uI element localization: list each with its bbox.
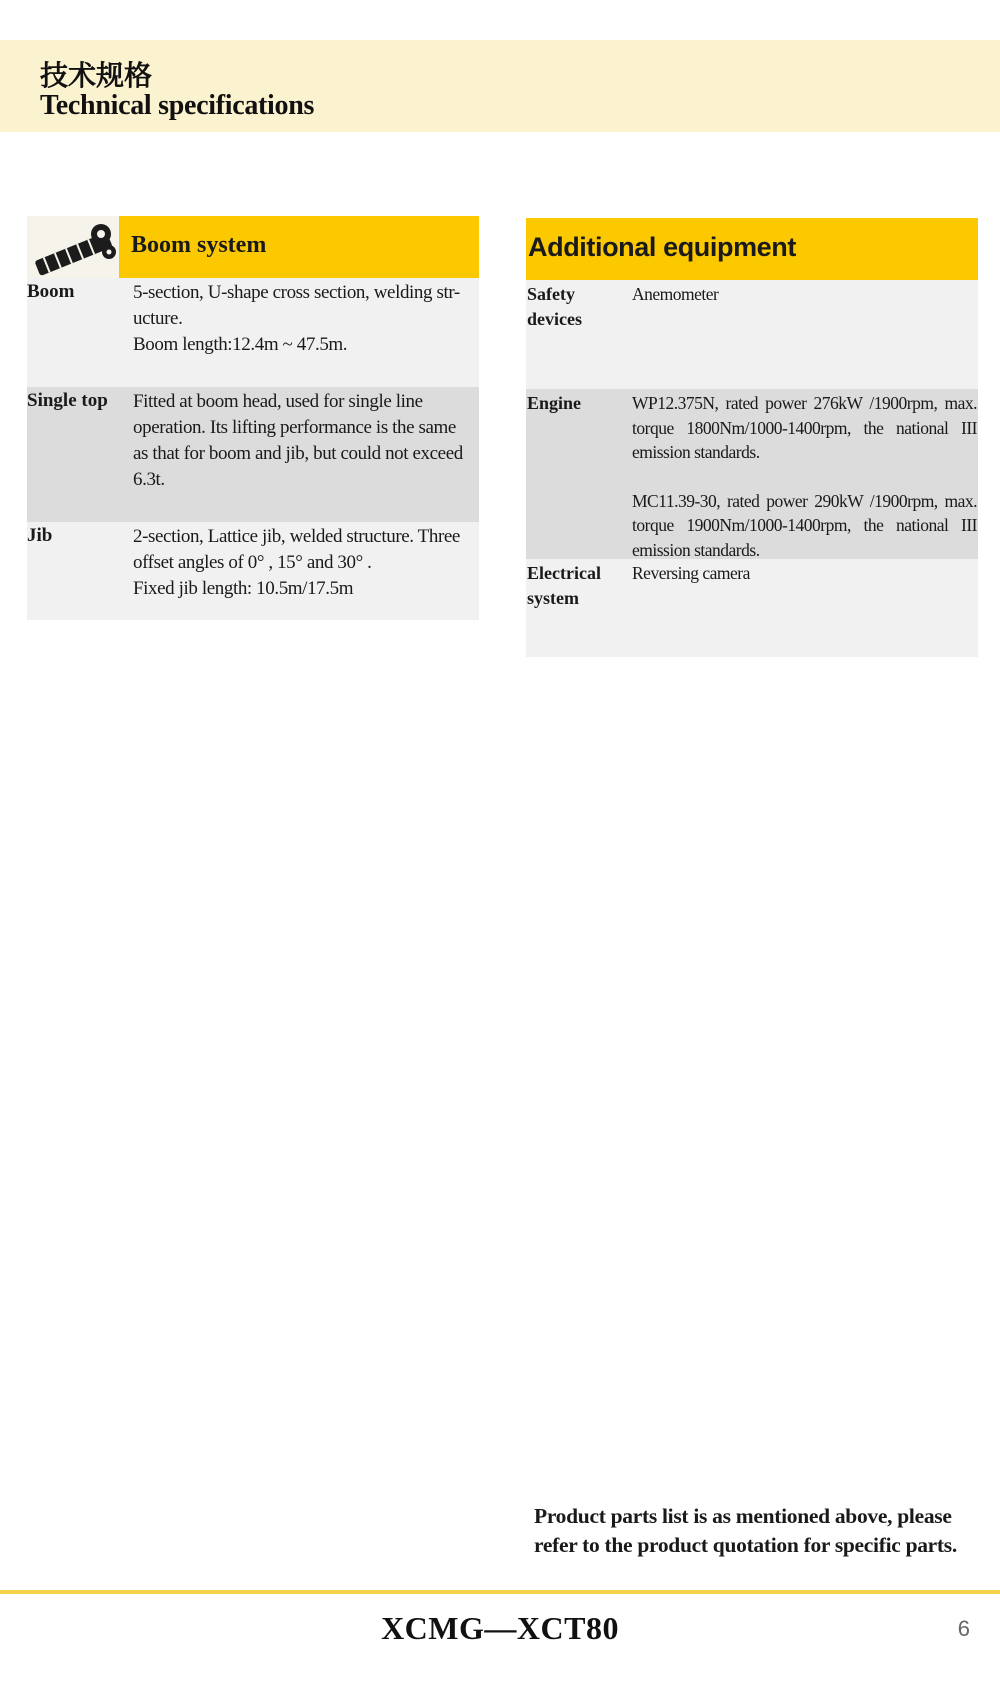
parts-list-note — [534, 1502, 974, 1560]
page-number: 6 — [957, 1616, 970, 1641]
row-value-boom — [133, 280, 477, 358]
value-para: MC11.39-30, rated power 290kW /1900rpm, max. torque 1900Nm/1000-1400rpm, the national III emission standards. — [632, 490, 977, 560]
value-line: operation. Its lifting performance is the same — [133, 417, 456, 438]
additional-equipment-table — [526, 218, 978, 657]
row-label-single-top: Single top — [27, 390, 108, 411]
row-label-jib: Jib — [27, 525, 53, 546]
value-para: WP12.375N, rated power 276kW /1900rpm, max. torque 1800Nm/1000-1400rpm, the national III emission standards. — [632, 393, 977, 462]
page-title-en: Technical specifications — [40, 90, 315, 121]
value-line: Boom length:12.4m ~ 47.5m. — [133, 334, 348, 355]
row-value-electrical-system — [632, 561, 977, 586]
additional-equipment-title: Additional equipment — [528, 232, 796, 262]
row-value-jib — [133, 524, 477, 602]
row-value-single-top — [133, 389, 477, 493]
note-line-2: refer to the product quotation for specific parts. — [534, 1533, 957, 1557]
table-row — [27, 278, 479, 387]
boom-system-title: Boom system — [131, 232, 267, 258]
row-label-safety-devices: Safety devices — [527, 284, 582, 329]
value-line: as that for boom and jib, but could not exceed — [133, 443, 463, 464]
table-row — [526, 280, 978, 389]
boom-system-table — [27, 216, 479, 620]
value-line: 6.3t. — [133, 469, 165, 490]
value-para: Reversing camera — [632, 563, 750, 583]
header-band — [0, 40, 1000, 132]
value-line: 5-section, U-shape cross section, welding str- — [133, 282, 460, 303]
table-row — [27, 387, 479, 522]
value-line: Fitted at boom head, used for single line — [133, 391, 423, 412]
value-line: 2-section, Lattice jib, welded structure. Three — [133, 526, 460, 547]
row-label-electrical-system: Electrical system — [527, 563, 601, 608]
table-row — [526, 389, 978, 559]
additional-equipment-header — [526, 218, 978, 280]
footer-divider — [0, 1590, 1000, 1594]
footer-brand: XCMG—XCT80 — [381, 1610, 619, 1646]
row-label-engine: Engine — [527, 393, 582, 413]
boom-system-title-bar — [119, 216, 479, 278]
boom-system-header — [27, 216, 479, 278]
value-line: Fixed jib length: 10.5m/17.5m — [133, 578, 354, 599]
value-line: offset angles of 0° , 15° and 30° . — [133, 552, 372, 573]
value-para: Anemometer — [632, 284, 719, 304]
row-value-safety-devices — [632, 282, 977, 307]
note-line-1: Product parts list is as mentioned above, please — [534, 1504, 952, 1528]
row-value-engine — [632, 391, 977, 562]
table-row — [526, 559, 978, 657]
row-label-boom: Boom — [27, 281, 75, 302]
page-title-cn: 技术规格 — [40, 59, 153, 92]
value-line: ucture. — [133, 308, 183, 329]
table-row — [27, 522, 479, 620]
boom-crane-icon — [27, 216, 119, 278]
